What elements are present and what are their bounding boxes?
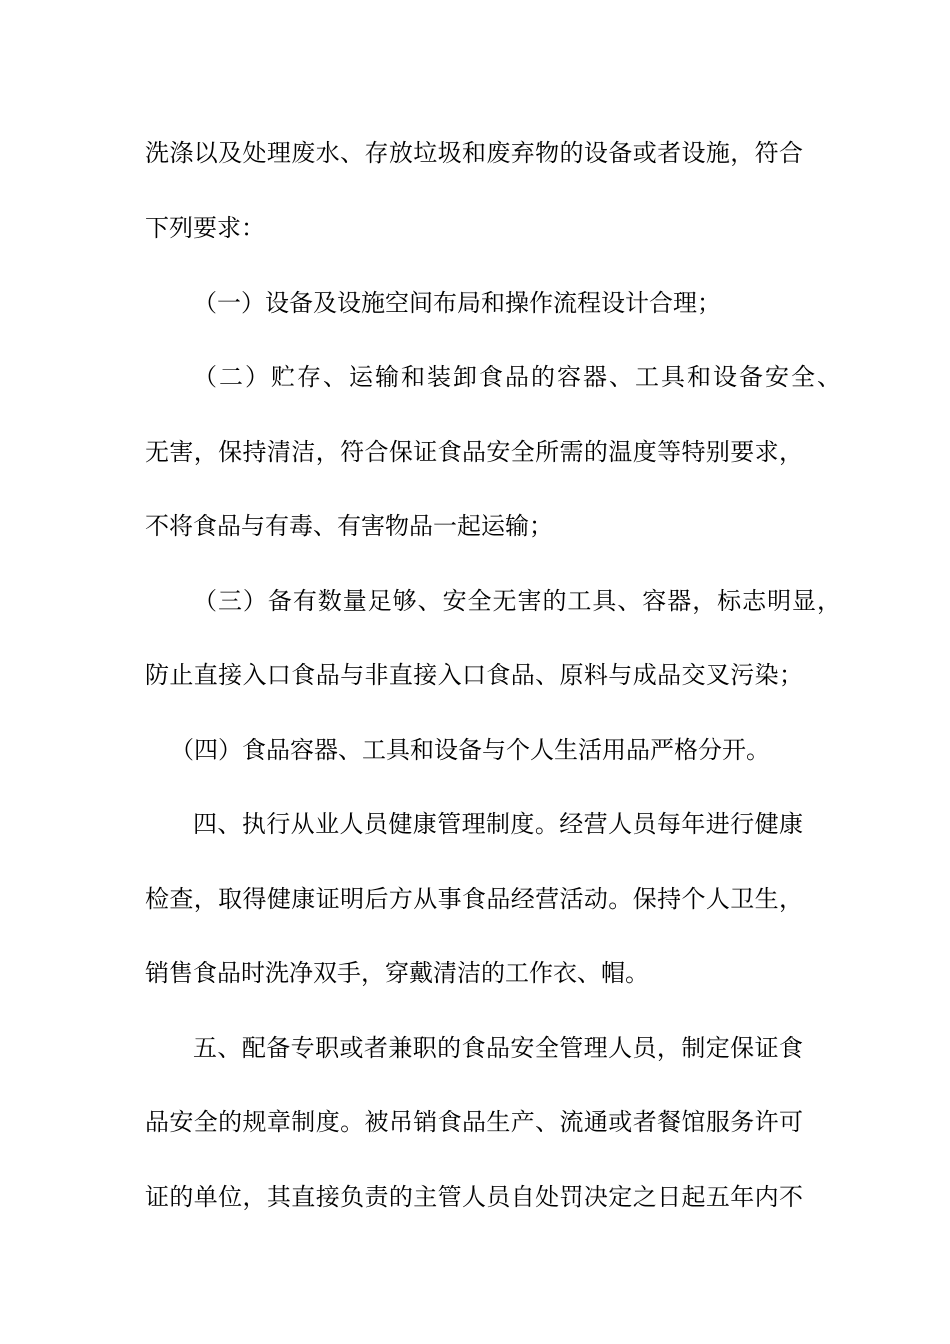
text-line-8: 防止直接入口食品与非直接入口食品、原料与成品交叉污染； [145,661,803,689]
text-line-15: 证的单位，其直接负责的主管人员自处罚决定之日起五年内不 [145,1183,803,1211]
text-line-1: 洗涤以及处理废水、存放垃圾和废弃物的设备或者设施，符合 [145,139,803,167]
text-line-14: 品安全的规章制度。被吊销食品生产、流通或者餐馆服务许可 [145,1108,803,1136]
text-line-13: 五、配备专职或者兼职的食品安全管理人员，制定保证食 [193,1034,803,1062]
text-line-6: 不将食品与有毒、有害物品一起运输； [145,512,553,540]
text-line-12: 销售食品时洗净双手，穿戴清洁的工作衣、帽。 [145,959,649,987]
text-line-9: （四）食品容器、工具和设备与个人生活用品严格分开。 [170,736,770,764]
text-line-11: 检查，取得健康证明后方从事食品经营活动。保持个人卫生， [145,885,803,913]
text-line-7: （三）备有数量足够、安全无害的工具、容器，标志明显， [193,587,841,615]
text-line-3: （一）设备及设施空间布局和操作流程设计合理； [193,289,721,317]
text-line-10: 四、执行从业人员健康管理制度。经营人员每年进行健康 [193,810,803,838]
text-line-2: 下列要求： [145,214,265,242]
text-line-4: （二）贮存、运输和装卸食品的容器、工具和设备安全、 [193,363,841,391]
text-line-5: 无害，保持清洁，符合保证食品安全所需的温度等特别要求， [145,438,803,466]
